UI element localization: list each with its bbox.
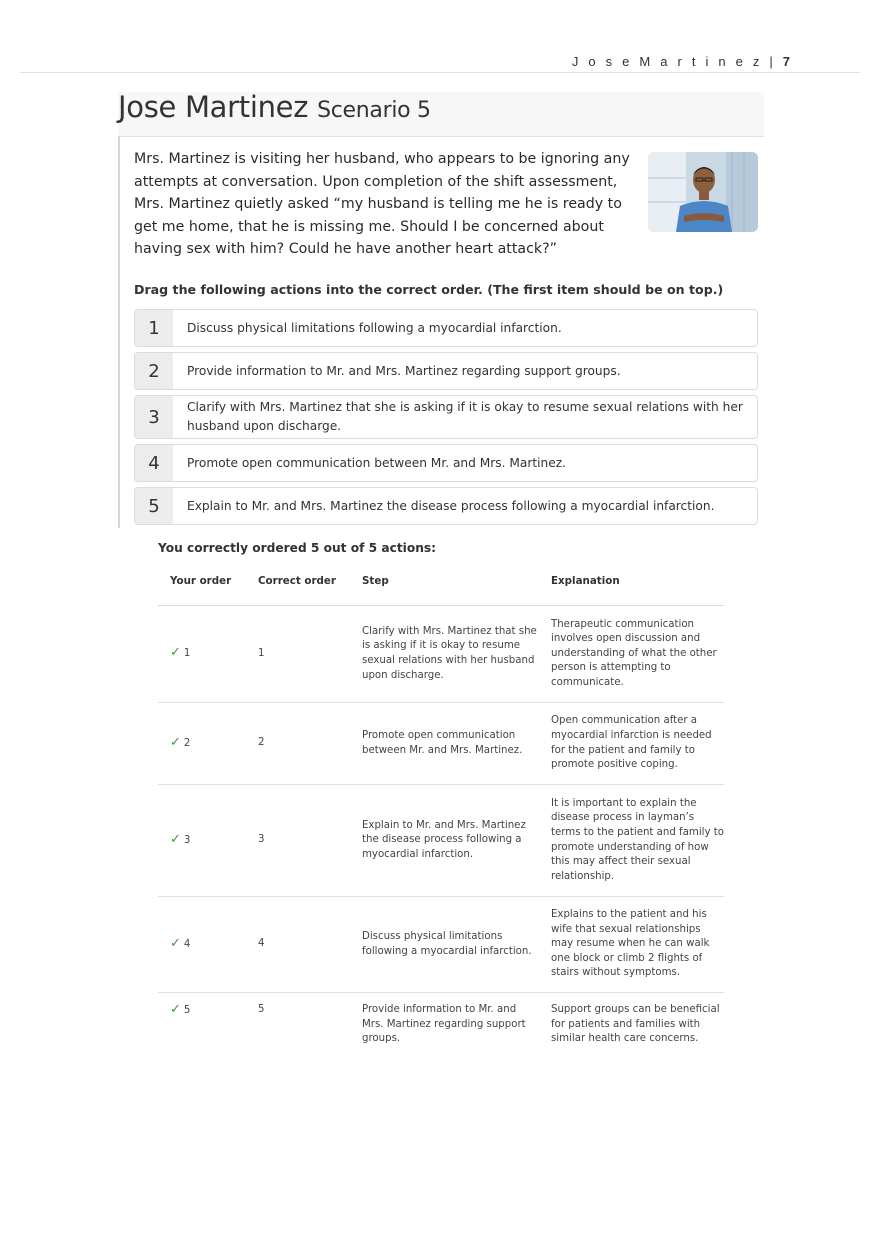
your-order-cell (158, 897, 246, 993)
check-icon: ✓ (170, 935, 181, 951)
header-page-number: 7 (782, 54, 790, 69)
scenario-text (134, 148, 758, 261)
your-order-value: 4 (183, 938, 191, 950)
your-order-value: 3 (183, 834, 191, 846)
running-header (572, 54, 790, 69)
order-text: Provide information to Mr. and Mrs. Martinez regarding support groups. (187, 363, 621, 378)
order-item[interactable] (134, 444, 758, 482)
col-explanation: Explanation (539, 575, 724, 606)
results-heading: You correctly ordered 5 out of 5 actions: (158, 541, 437, 555)
step-cell: Provide information to Mr. and Mrs. Martinez regarding support groups. (362, 1004, 526, 1045)
order-number: 5 (135, 488, 173, 524)
check-icon: ✓ (170, 1002, 181, 1017)
correct-order-cell: 5 (258, 1004, 265, 1015)
explanation-cell: Therapeutic communication involves open discussion and understanding of what the other person is attempting to communicate. (539, 606, 724, 703)
correct-order-cell: 2 (246, 703, 350, 785)
order-text: Discuss physical limitations following a myocardial infarction. (187, 320, 562, 335)
header-rule (20, 72, 860, 73)
scenario-title-name: Jose Martinez (118, 90, 309, 124)
step-cell: Clarify with Mrs. Martinez that she is asking if it is okay to resume sexual relations with her husband upon discharge. (350, 606, 539, 703)
explanation-cell: It is important to explain the disease process in layman’s terms to the patient and family to promote understanding of how this may affect their sexual relationship. (539, 785, 724, 897)
table-row (158, 703, 724, 785)
check-icon: ✓ (170, 831, 181, 847)
step-cell: Discuss physical limitations following a myocardial infarction. (350, 897, 539, 993)
order-item[interactable] (134, 309, 758, 347)
col-your-order: Your order (158, 575, 246, 606)
step-cell: Promote open communication between Mr. and Mrs. Martinez. (350, 703, 539, 785)
explanation-cell: Explains to the patient and his wife that sexual relationships may resume when he can walk one block or climb 2 flights of stairs without symptoms. (539, 897, 724, 993)
table-row (158, 897, 724, 993)
col-correct-order: Correct order (246, 575, 350, 606)
results-section (158, 541, 724, 1045)
results-table (158, 575, 724, 1059)
explanation-cell: Support groups can be beneficial for patients and families with similar health care concerns. (551, 1004, 720, 1045)
check-icon: ✓ (170, 645, 181, 661)
col-step: Step (350, 575, 539, 606)
scenario-leftbar (118, 136, 120, 528)
header-author: J o s e M a r t i n e z (571, 54, 763, 69)
order-number: 4 (135, 445, 173, 481)
order-item[interactable] (134, 395, 758, 439)
your-order-value: 2 (183, 737, 191, 749)
your-order-cell (158, 703, 246, 785)
table-row (158, 606, 724, 703)
order-number: 1 (135, 310, 173, 346)
correct-order-cell: 4 (246, 897, 350, 993)
scenario-card (118, 92, 764, 528)
order-item[interactable] (134, 352, 758, 390)
explanation-cell: Open communication after a myocardial infarction is needed for the patient and family to promote positive coping. (539, 703, 724, 785)
results-header-row (158, 575, 724, 606)
scenario-title-sub: Scenario 5 (317, 98, 431, 123)
table-row (158, 785, 724, 897)
your-order-cell (158, 785, 246, 897)
your-order-value: 1 (183, 648, 191, 660)
order-text: Promote open communication between Mr. and Mrs. Martinez. (187, 455, 567, 470)
scenario-text-content: Mrs. Martinez is visiting her husband, who appears to be ignoring any attempts at conversation. Upon completion of the shift assessment, Mrs. Martinez quietly asked “my husband is telling me he is ready to get me home, that he is missing me. Should I be concerned about having sex with him? Could he have another heart attack?” (134, 151, 630, 258)
your-order-cell (158, 606, 246, 703)
order-text: Clarify with Mrs. Martinez that she is asking if it is okay to resume sexual relations with her husband upon discharge. (187, 400, 743, 433)
step-cell: Explain to Mr. and Mrs. Martinez the disease process following a myocardial infarction. (350, 785, 539, 897)
your-order-cell (158, 993, 246, 1059)
order-item[interactable] (134, 487, 758, 525)
order-number: 2 (135, 353, 173, 389)
correct-order-cell: 1 (246, 606, 350, 703)
table-row (158, 993, 724, 1059)
ordering-instruction: Drag the following actions into the correct order. (The first item should be on top.) (134, 282, 724, 297)
header-separator: | (769, 54, 776, 69)
check-icon: ✓ (170, 734, 181, 750)
order-text: Explain to Mr. and Mrs. Martinez the disease process following a myocardial infarction. (187, 498, 715, 513)
order-number: 3 (135, 396, 173, 438)
scenario-title (118, 90, 431, 124)
your-order-value: 5 (183, 1005, 191, 1016)
scenario-body (134, 148, 758, 261)
correct-order-cell: 3 (246, 785, 350, 897)
